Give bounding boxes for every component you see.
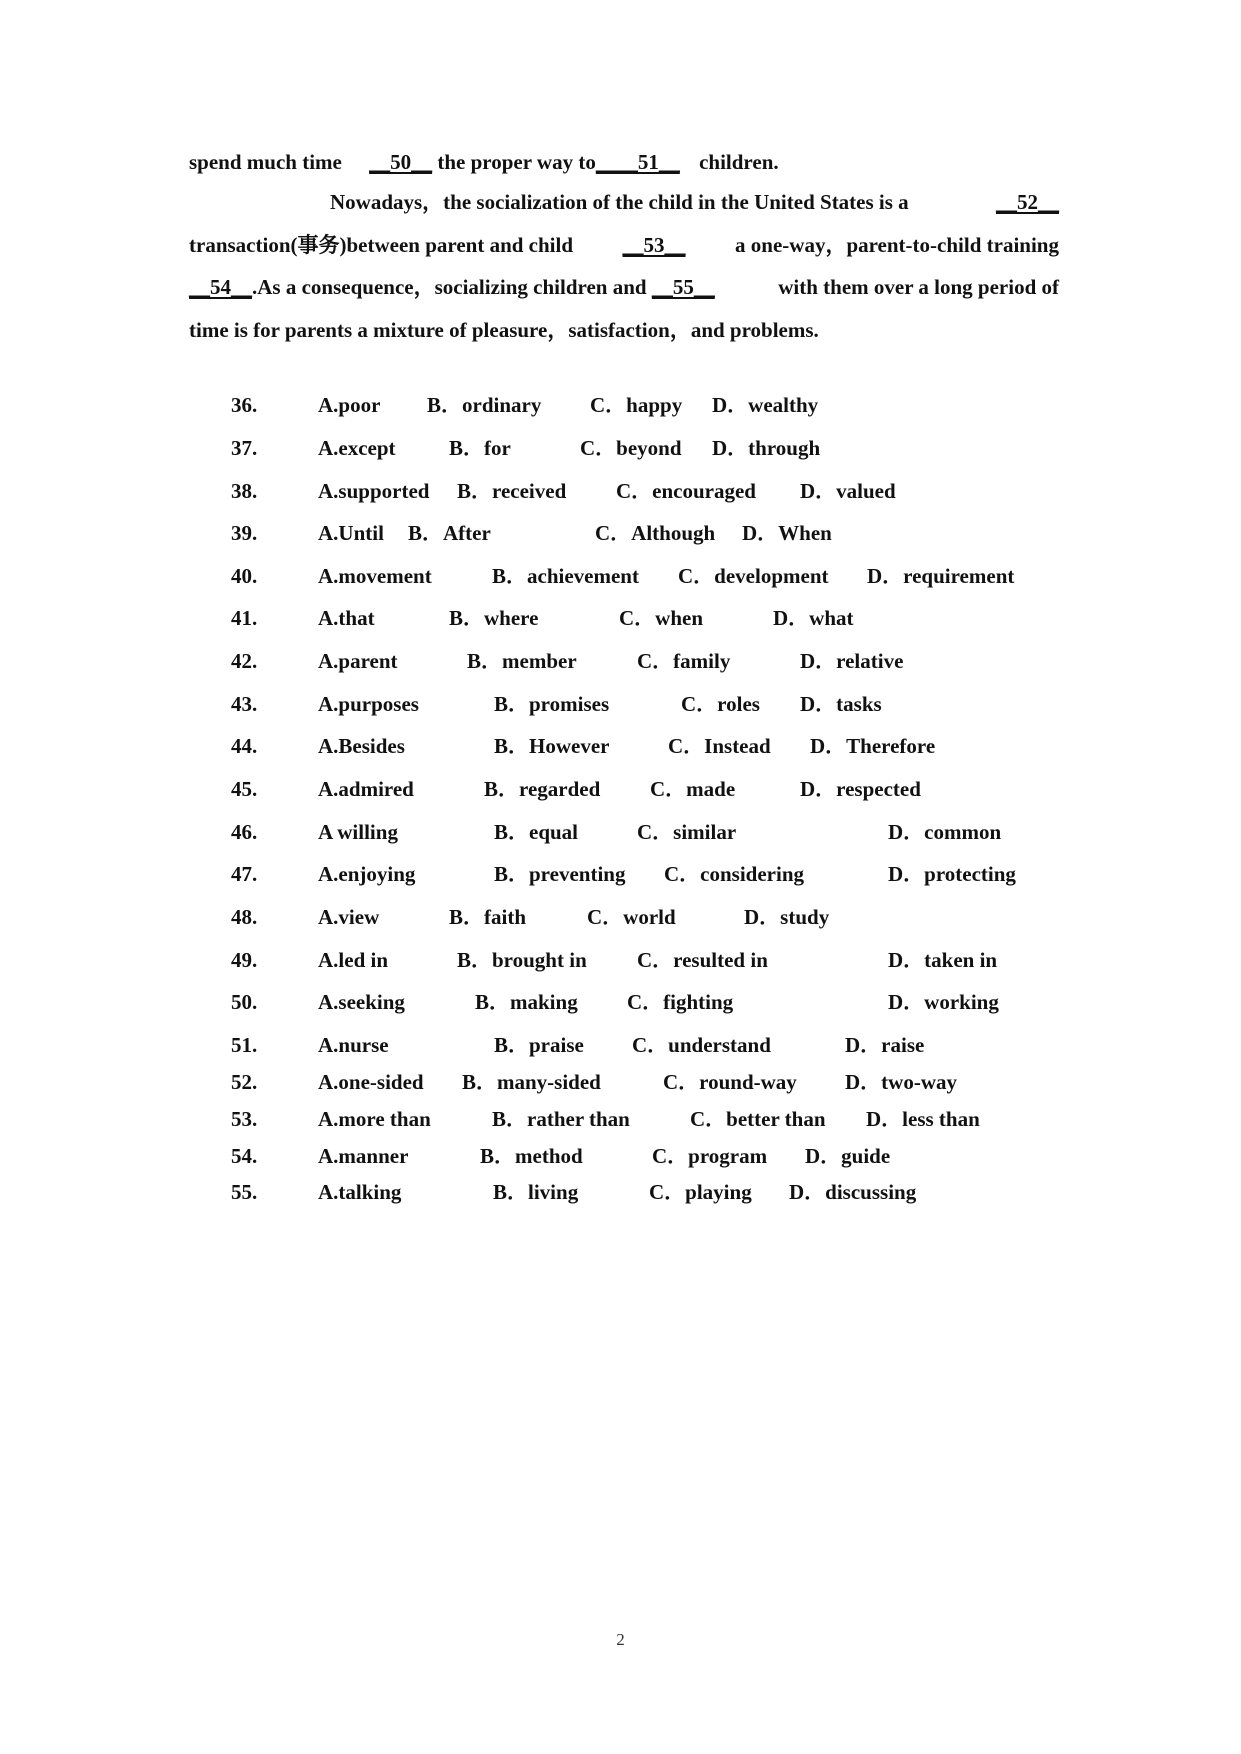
option-b: B．rather than [492,1107,630,1131]
option-a: A.poor [318,393,381,417]
question-49 [231,945,1131,975]
passage-line-1 [189,147,1059,177]
option-b: B．achievement [492,564,639,588]
option-d: D．When [742,521,832,545]
option-a: A.except [318,436,396,460]
option-b: B．method [480,1144,583,1168]
option-b: B．member [467,649,577,673]
question-number: 42. [231,649,258,673]
option-a: A.led in [318,948,389,972]
blank-54: __54__ [189,275,252,299]
option-a: A.parent [318,649,398,673]
option-c: C．understand [632,1033,771,1057]
page-number: 2 [616,1630,625,1649]
option-c: C．Although [595,521,716,545]
question-39 [231,518,1131,548]
option-b: B．where [449,606,539,630]
passage-line-4 [189,272,1059,302]
option-c: C．family [637,649,731,673]
option-c: C．happy [590,393,683,417]
question-number: 40. [231,564,258,588]
option-d: D．raise [845,1033,925,1057]
question-47 [231,859,1131,889]
question-53 [231,1104,1131,1134]
question-40 [231,561,1131,591]
question-45 [231,774,1131,804]
passage-text: the proper way to [432,150,596,174]
option-a: A.that [318,606,375,630]
option-d: D．discussing [789,1180,917,1204]
option-b: B．promises [494,692,610,716]
question-48 [231,902,1131,932]
question-42 [231,646,1131,676]
passage-text: a one-way，parent-to-child training [735,233,1059,257]
option-c: C．encouraged [616,479,756,503]
question-number: 49. [231,948,258,972]
option-c: C．similar [637,820,737,844]
option-d: D．tasks [800,692,882,716]
question-number: 39. [231,521,258,545]
option-b: B．brought in [457,948,587,972]
question-36 [231,390,1131,420]
option-a: A.nurse [318,1033,389,1057]
option-b: B．many-sided [462,1070,601,1094]
option-d: D．working [888,990,999,1014]
option-d: D．taken in [888,948,998,972]
option-b: B．regarded [484,777,601,801]
option-b: B．received [457,479,567,503]
option-d: D．Therefore [810,734,936,758]
option-b: B．After [408,521,491,545]
question-number: 41. [231,606,258,630]
passage-text: .As a consequence，socializing children and [252,275,652,299]
option-b: B．preventing [494,862,626,886]
question-number: 50. [231,990,258,1014]
option-d: D．two-way [845,1070,957,1094]
question-52 [231,1067,1131,1097]
question-number: 54. [231,1144,258,1168]
question-number: 44. [231,734,258,758]
option-c: C．development [678,564,829,588]
blank-52: __52__ [996,190,1059,214]
passage-line-2 [330,187,1059,217]
option-d: D．requirement [867,564,1015,588]
option-c: C．resulted in [637,948,768,972]
blank-51: ____51__ [595,150,680,174]
option-c: C．round-way [663,1070,797,1094]
option-a: A.admired [318,777,414,801]
question-number: 46. [231,820,258,844]
option-a: A.manner [318,1144,409,1168]
option-d: D．guide [805,1144,891,1168]
question-number: 52. [231,1070,258,1094]
question-54 [231,1141,1131,1171]
option-a: A.seeking [318,990,405,1014]
passage-text: Nowadays，the socialization of the child in the United States is a [330,190,909,214]
question-number: 45. [231,777,258,801]
option-b: B．faith [449,905,527,929]
option-b: B．for [449,436,511,460]
option-d: D．relative [800,649,904,673]
question-number: 55. [231,1180,258,1204]
passage-text: with them over a long period of [778,275,1059,299]
question-number: 38. [231,479,258,503]
option-d: D．through [712,436,821,460]
option-c: C．considering [664,862,805,886]
option-a: A.enjoying [318,862,416,886]
option-b: B．equal [494,820,579,844]
option-a: A.view [318,905,380,929]
question-number: 43. [231,692,258,716]
option-d: D．what [773,606,854,630]
question-43 [231,689,1131,719]
passage-text: transaction(事务)between parent and child [189,233,574,257]
option-c: C．roles [681,692,760,716]
question-number: 51. [231,1033,258,1057]
option-d: D．wealthy [712,393,819,417]
option-b: B．praise [494,1033,584,1057]
option-d: D．common [888,820,1002,844]
option-c: C．world [587,905,676,929]
option-a: A.purposes [318,692,419,716]
option-d: D．valued [800,479,896,503]
blank-55: __55__ [651,275,715,299]
question-number: 47. [231,862,258,886]
passage-line-5 [189,315,1059,345]
option-b: B．ordinary [427,393,542,417]
passage-text: time is for parents a mixture of pleasure，satisfaction，and problems. [189,318,819,342]
option-a: A.Until [318,521,384,545]
option-a: A.Besides [318,734,405,758]
option-c: C．Instead [668,734,771,758]
option-c: C．fighting [627,990,734,1014]
option-d: D．protecting [888,862,1016,886]
question-38 [231,476,1131,506]
question-number: 48. [231,905,258,929]
question-41 [231,603,1131,633]
question-46 [231,817,1131,847]
option-c: C．when [619,606,704,630]
option-a: A.more than [318,1107,431,1131]
passage-text: spend much time [189,150,348,174]
blank-53: __53__ [622,233,686,257]
option-c: C．made [650,777,736,801]
option-a: A.supported [318,479,430,503]
option-c: C．program [652,1144,768,1168]
option-b: B．However [494,734,610,758]
option-c: C．better than [690,1107,826,1131]
option-d: D．study [744,905,830,929]
question-number: 36. [231,393,258,417]
option-a: A.movement [318,564,432,588]
blank-50: __50__ [369,150,433,174]
question-number: 37. [231,436,258,460]
question-44 [231,731,1131,761]
option-c: C．beyond [580,436,682,460]
question-50 [231,987,1131,1017]
passage-text: children. [693,150,779,174]
option-c: C．playing [649,1180,752,1204]
passage-line-3 [189,230,1059,260]
option-a: A willing [318,820,398,844]
option-d: D．respected [800,777,921,801]
option-b: B．making [475,990,578,1014]
question-37 [231,433,1131,463]
option-a: A.one-sided [318,1070,424,1094]
question-number: 53. [231,1107,258,1131]
option-d: D．less than [866,1107,980,1131]
question-51 [231,1030,1131,1060]
option-a: A.talking [318,1180,402,1204]
question-55 [231,1177,1131,1207]
option-b: B．living [493,1180,579,1204]
